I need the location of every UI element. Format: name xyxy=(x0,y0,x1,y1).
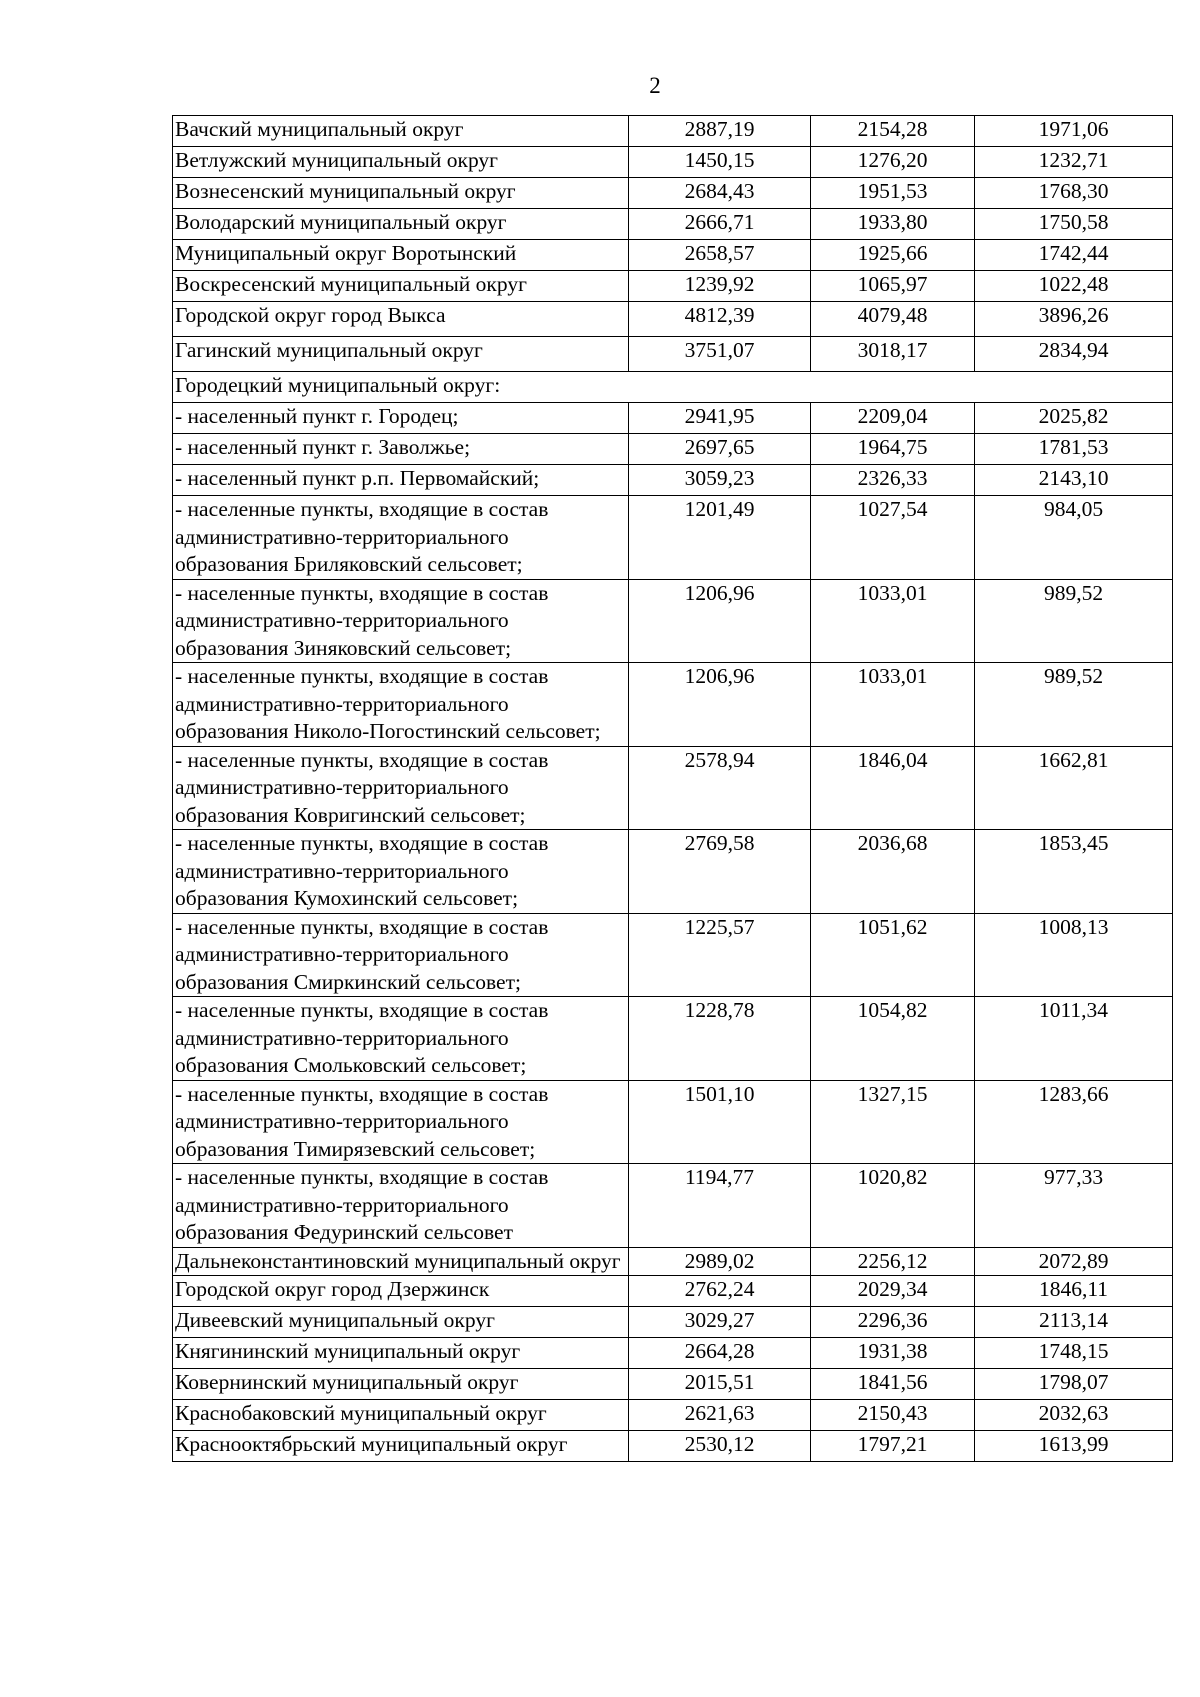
row-value-2: 2154,28 xyxy=(811,116,975,147)
row-value-2: 1841,56 xyxy=(811,1369,975,1400)
row-value-1: 2664,28 xyxy=(629,1338,811,1369)
table-row xyxy=(173,1400,1173,1431)
row-name: Гагинский муниципальный округ xyxy=(173,337,629,372)
table-row xyxy=(173,1247,1173,1276)
row-name: - населенный пункт г. Городец; xyxy=(173,403,629,434)
row-value-3: 989,52 xyxy=(975,579,1173,663)
row-name: - населенные пункты, входящие в состав административно-территориального образования Кумохинский сельсовет; xyxy=(173,830,629,914)
row-value-1: 2941,95 xyxy=(629,403,811,434)
row-value-1: 2769,58 xyxy=(629,830,811,914)
table-row xyxy=(173,1080,1173,1164)
table-row xyxy=(173,465,1173,496)
row-name: Ковернинский муниципальный округ xyxy=(173,1369,629,1400)
row-name: - населенный пункт р.п. Первомайский; xyxy=(173,465,629,496)
row-value-1: 2697,65 xyxy=(629,434,811,465)
row-value-2: 1933,80 xyxy=(811,209,975,240)
row-value-2: 1846,04 xyxy=(811,746,975,830)
table-row xyxy=(173,1369,1173,1400)
row-value-1: 2015,51 xyxy=(629,1369,811,1400)
row-value-3: 977,33 xyxy=(975,1164,1173,1248)
row-name: Вознесенский муниципальный округ xyxy=(173,178,629,209)
table-row xyxy=(173,1431,1173,1462)
row-name: Муниципальный округ Воротынский xyxy=(173,240,629,271)
row-value-1: 2621,63 xyxy=(629,1400,811,1431)
row-value-1: 3751,07 xyxy=(629,337,811,372)
row-name: - населенные пункты, входящие в состав административно-территориального образования Федуринский сельсовет xyxy=(173,1164,629,1248)
row-value-2: 2296,36 xyxy=(811,1307,975,1338)
row-value-3: 1011,34 xyxy=(975,997,1173,1081)
row-value-2: 1027,54 xyxy=(811,496,975,580)
row-value-1: 2666,71 xyxy=(629,209,811,240)
table-row-group-header xyxy=(173,372,1173,403)
row-value-3: 2834,94 xyxy=(975,337,1173,372)
row-name: Княгининский муниципальный округ xyxy=(173,1338,629,1369)
group-header: Городецкий муниципальный округ: xyxy=(173,372,1173,403)
row-value-2: 1276,20 xyxy=(811,147,975,178)
row-value-3: 3896,26 xyxy=(975,302,1173,337)
row-value-2: 1020,82 xyxy=(811,1164,975,1248)
row-value-2: 1964,75 xyxy=(811,434,975,465)
row-value-1: 1225,57 xyxy=(629,913,811,997)
row-value-2: 2209,04 xyxy=(811,403,975,434)
row-value-2: 2036,68 xyxy=(811,830,975,914)
table-row xyxy=(173,913,1173,997)
table-row xyxy=(173,209,1173,240)
table-row xyxy=(173,271,1173,302)
row-value-1: 4812,39 xyxy=(629,302,811,337)
row-value-3: 1742,44 xyxy=(975,240,1173,271)
row-value-3: 1781,53 xyxy=(975,434,1173,465)
row-value-2: 1951,53 xyxy=(811,178,975,209)
row-value-3: 1008,13 xyxy=(975,913,1173,997)
row-value-2: 1054,82 xyxy=(811,997,975,1081)
row-name: Вачский муниципальный округ xyxy=(173,116,629,147)
table-row xyxy=(173,1276,1173,1307)
row-value-1: 1194,77 xyxy=(629,1164,811,1248)
row-value-3: 1022,48 xyxy=(975,271,1173,302)
row-value-1: 3059,23 xyxy=(629,465,811,496)
row-name: - населенные пункты, входящие в состав административно-территориального образования Бриляковский сельсовет; xyxy=(173,496,629,580)
row-value-2: 2326,33 xyxy=(811,465,975,496)
table-row xyxy=(173,178,1173,209)
row-value-2: 1931,38 xyxy=(811,1338,975,1369)
row-value-2: 1797,21 xyxy=(811,1431,975,1462)
table-row xyxy=(173,746,1173,830)
row-value-2: 2150,43 xyxy=(811,1400,975,1431)
table-row xyxy=(173,663,1173,747)
table-body xyxy=(173,116,1173,1462)
row-value-3: 1613,99 xyxy=(975,1431,1173,1462)
table-row xyxy=(173,1164,1173,1248)
row-value-1: 1206,96 xyxy=(629,579,811,663)
row-value-2: 4079,48 xyxy=(811,302,975,337)
table-row xyxy=(173,579,1173,663)
table-row xyxy=(173,240,1173,271)
row-value-1: 1228,78 xyxy=(629,997,811,1081)
table-row xyxy=(173,302,1173,337)
row-value-1: 1501,10 xyxy=(629,1080,811,1164)
row-value-2: 1033,01 xyxy=(811,579,975,663)
row-value-3: 1232,71 xyxy=(975,147,1173,178)
table-row xyxy=(173,116,1173,147)
row-name: Воскресенский муниципальный округ xyxy=(173,271,629,302)
row-value-2: 1065,97 xyxy=(811,271,975,302)
row-value-1: 2658,57 xyxy=(629,240,811,271)
table-row xyxy=(173,496,1173,580)
row-value-2: 1051,62 xyxy=(811,913,975,997)
row-value-3: 2072,89 xyxy=(975,1247,1173,1276)
row-name: Краснооктябрьский муниципальный округ xyxy=(173,1431,629,1462)
tariff-table xyxy=(172,115,1173,1462)
row-value-3: 1798,07 xyxy=(975,1369,1173,1400)
row-value-3: 1971,06 xyxy=(975,116,1173,147)
row-name: - населенные пункты, входящие в состав административно-территориального образования Тимирязевский сельсовет; xyxy=(173,1080,629,1164)
table-row xyxy=(173,1307,1173,1338)
row-value-1: 2989,02 xyxy=(629,1247,811,1276)
row-value-3: 1853,45 xyxy=(975,830,1173,914)
row-value-3: 1662,81 xyxy=(975,746,1173,830)
row-value-3: 1768,30 xyxy=(975,178,1173,209)
row-name: Городской округ город Дзержинск xyxy=(173,1276,629,1307)
row-name: - населенный пункт г. Заволжье; xyxy=(173,434,629,465)
row-value-1: 2530,12 xyxy=(629,1431,811,1462)
row-value-3: 1846,11 xyxy=(975,1276,1173,1307)
row-value-1: 1201,49 xyxy=(629,496,811,580)
table-row xyxy=(173,1338,1173,1369)
row-value-3: 989,52 xyxy=(975,663,1173,747)
row-value-1: 2578,94 xyxy=(629,746,811,830)
row-value-3: 1283,66 xyxy=(975,1080,1173,1164)
row-name: - населенные пункты, входящие в состав административно-территориального образования Смиркинский сельсовет; xyxy=(173,913,629,997)
row-value-1: 2762,24 xyxy=(629,1276,811,1307)
row-name: Володарский муниципальный округ xyxy=(173,209,629,240)
row-value-2: 1925,66 xyxy=(811,240,975,271)
row-name: Дальнеконстантиновский муниципальный округ xyxy=(173,1247,629,1276)
row-name: Ветлужский муниципальный округ xyxy=(173,147,629,178)
row-value-1: 1206,96 xyxy=(629,663,811,747)
row-value-3: 2143,10 xyxy=(975,465,1173,496)
row-value-2: 3018,17 xyxy=(811,337,975,372)
row-value-1: 2887,19 xyxy=(629,116,811,147)
table-row xyxy=(173,403,1173,434)
row-value-3: 2113,14 xyxy=(975,1307,1173,1338)
row-value-3: 2032,63 xyxy=(975,1400,1173,1431)
row-name: Дивеевский муниципальный округ xyxy=(173,1307,629,1338)
table-row xyxy=(173,997,1173,1081)
row-value-1: 2684,43 xyxy=(629,178,811,209)
row-name: Краснобаковский муниципальный округ xyxy=(173,1400,629,1431)
row-name: Городской округ город Выкса xyxy=(173,302,629,337)
row-value-3: 984,05 xyxy=(975,496,1173,580)
row-name: - населенные пункты, входящие в состав административно-территориального образования Ковригинский сельсовет; xyxy=(173,746,629,830)
page-number: 2 xyxy=(649,73,661,98)
row-value-1: 3029,27 xyxy=(629,1307,811,1338)
row-name: - населенные пункты, входящие в состав административно-территориального образования Николо-Погостинский сельсовет; xyxy=(173,663,629,747)
row-value-2: 1033,01 xyxy=(811,663,975,747)
row-value-2: 1327,15 xyxy=(811,1080,975,1164)
row-value-1: 1450,15 xyxy=(629,147,811,178)
row-value-3: 1748,15 xyxy=(975,1338,1173,1369)
table-row xyxy=(173,434,1173,465)
row-value-2: 2029,34 xyxy=(811,1276,975,1307)
table-row xyxy=(173,147,1173,178)
row-name: - населенные пункты, входящие в состав административно-территориального образования Зиняковский сельсовет; xyxy=(173,579,629,663)
row-value-3: 2025,82 xyxy=(975,403,1173,434)
row-value-2: 2256,12 xyxy=(811,1247,975,1276)
table-row xyxy=(173,337,1173,372)
row-value-1: 1239,92 xyxy=(629,271,811,302)
row-name: - населенные пункты, входящие в состав административно-территориального образования Смольковский сельсовет; xyxy=(173,997,629,1081)
row-value-3: 1750,58 xyxy=(975,209,1173,240)
table-row xyxy=(173,830,1173,914)
